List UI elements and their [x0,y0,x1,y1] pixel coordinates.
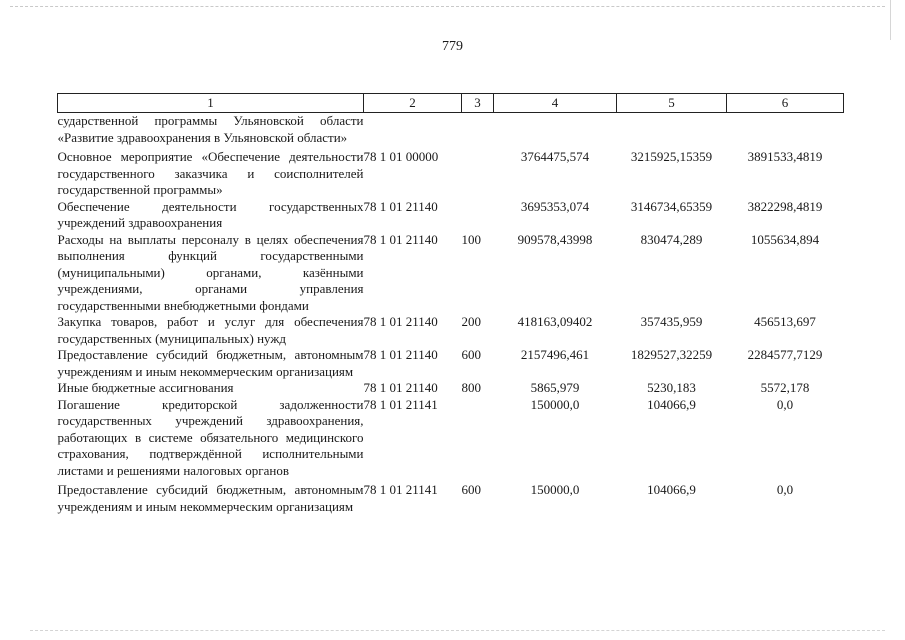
page-number: 779 [442,39,463,54]
table-row [58,479,844,515]
row-code: 78 1 01 21140 [363,314,438,329]
table-row [58,113,844,147]
row-value-col6: 1055634,894 [750,231,820,247]
row-expense-type [462,199,494,232]
row-value-col5: 357435,959 [640,314,703,329]
row-value-col5 [617,113,727,147]
table-header-row [58,94,844,113]
scan-top-edge [10,6,885,7]
scan-right-edge [890,0,891,40]
row-code [364,113,462,147]
row-expense-type [462,397,494,480]
row-name: Закупка товаров, работ и услуг для обеспечения государственных (муниципальных) нужд [57,314,364,346]
row-value-col5: 3215925,15359 [630,149,713,164]
row-value-col6: 0,0 [776,396,794,412]
row-value-col6: 0,0 [776,482,794,497]
header-col-2: 2 [364,94,462,113]
row-name: Обеспечение деятельности государственных учреждений здравоохранения [57,198,364,230]
header-col-1: 1 [58,94,364,113]
table-row [58,314,844,347]
table-row [58,380,844,397]
row-code: 78 1 01 21141 [363,396,438,412]
row-value-col4: 3695353,074 [520,198,590,214]
row-name: Погашение кредиторской задолженности государственных учреждений здравоохранения, работающих в системе обязательного медицинского страхования, подтверждённой исполнительными листами и решениями налоговых органов [57,396,364,478]
row-value-col5: 830474,289 [640,231,703,247]
header-col-6: 6 [727,94,844,113]
row-expense-type: 800 [461,380,481,395]
row-code: 78 1 01 21140 [363,231,438,247]
row-expense-type [462,146,494,199]
header-col-5: 5 [617,94,727,113]
row-value-col6: 3891533,4819 [747,149,823,164]
row-value-col6: 2284577,7129 [747,347,823,362]
row-value-col6: 3822298,4819 [747,198,823,214]
row-code: 78 1 01 21140 [363,380,438,395]
row-value-col4: 2157496,461 [520,347,590,362]
header-col-4: 4 [494,94,617,113]
row-value-col5: 1829527,32259 [630,347,713,362]
header-col-3: 3 [462,94,494,113]
row-name: Иные бюджетные ассигнования [57,380,234,395]
row-expense-type: 600 [461,482,481,497]
row-value-col5: 104066,9 [647,396,696,412]
table-row [58,232,844,315]
row-value-col4: 5865,979 [530,380,580,395]
row-code: 78 1 01 21140 [363,198,438,214]
row-value-col4: 418163,09402 [517,314,593,329]
row-value-col4 [494,113,617,147]
row-name: сударственной программы Ульяновской области «Развитие здравоохранения в Ульяновской области» [57,113,364,145]
row-name: Предоставление субсидий бюджетным, автономным учреждениям и иным некоммерческим организациям [57,482,364,514]
row-value-col5: 104066,9 [647,482,696,497]
row-name: Основное мероприятие «Обеспечение деятельности государственного заказчика и соисполнителей государственной программы» [57,149,364,197]
row-value-col6: 456513,697 [754,314,816,329]
row-code: 78 1 01 21140 [363,347,438,362]
row-value-col6 [727,113,844,147]
row-value-col4: 909578,43998 [517,231,593,247]
row-value-col4: 150000,0 [530,482,580,497]
row-name: Предоставление субсидий бюджетным, автономным учреждениям и иным некоммерческим организациям [57,347,364,379]
row-value-col6: 5572,178 [760,380,810,395]
row-value-col4: 3764475,574 [520,149,590,164]
scan-bottom-edge [30,630,885,631]
table-row [58,347,844,380]
budget-table [57,93,844,515]
row-code: 78 1 01 00000 [363,149,439,164]
row-value-col5: 5230,183 [647,380,696,395]
table-row [58,199,844,232]
row-expense-type [462,113,494,147]
row-value-col4: 150000,0 [530,396,580,412]
row-expense-type: 600 [461,347,481,362]
row-expense-type: 100 [461,231,481,247]
row-name: Расходы на выплаты персоналу в целях обеспечения выполнения функций государственными (муниципальными) органами, казёнными учреждениями, органами управления государственными внебюджетными фондами [57,231,364,313]
row-expense-type: 200 [461,314,481,329]
row-value-col5: 3146734,65359 [630,198,713,214]
table-row [58,146,844,199]
table-row [58,397,844,480]
row-code: 78 1 01 21141 [363,482,438,497]
